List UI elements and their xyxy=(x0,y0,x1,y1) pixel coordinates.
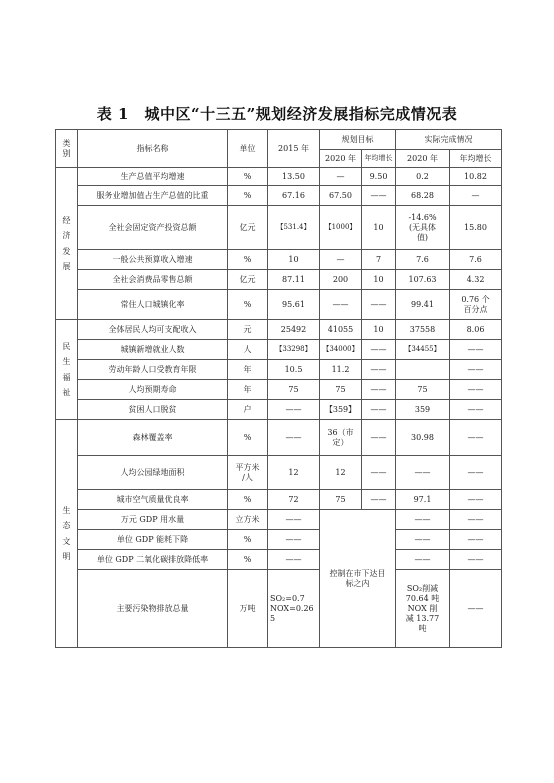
unit-cell: 年 xyxy=(228,360,268,380)
header-2015: 2015 年 xyxy=(268,130,320,168)
header-actual-2020: 2020 年 xyxy=(396,150,450,168)
indicator-name: 服务业增加值占生产总值的比重 xyxy=(78,186,228,206)
value-2015: 87.11 xyxy=(268,270,320,290)
target-2020: 【359】 xyxy=(320,400,362,420)
unit-cell: 万吨 xyxy=(228,570,268,648)
actual-growth: —— xyxy=(450,510,502,530)
table-row xyxy=(56,490,502,510)
indicator-name: 全社会消费品零售总额 xyxy=(78,270,228,290)
actual-2020: 37558 xyxy=(396,320,450,340)
unit-cell: 亿元 xyxy=(228,206,268,250)
actual-2020: —— xyxy=(396,530,450,550)
target-growth: —— xyxy=(362,340,396,360)
actual-growth: 10.82 xyxy=(450,168,502,186)
target-growth: —— xyxy=(362,290,396,320)
table-row xyxy=(56,290,502,320)
indicator-name: 万元 GDP 用水量 xyxy=(78,510,228,530)
table-row xyxy=(56,340,502,360)
actual-growth: 15.80 xyxy=(450,206,502,250)
target-growth: —— xyxy=(362,400,396,420)
unit-cell: 立方米 xyxy=(228,510,268,530)
actual-2020: 30.98 xyxy=(396,420,450,456)
actual-2020: 7.6 xyxy=(396,250,450,270)
unit-cell: 亿元 xyxy=(228,270,268,290)
category-economy: 经 济 发 展 xyxy=(56,168,78,320)
target-2020: 41055 xyxy=(320,320,362,340)
actual-growth: —— xyxy=(450,380,502,400)
value-2015: 75 xyxy=(268,380,320,400)
header-target-growth: 年均增长 xyxy=(362,150,396,168)
value-2015: 25492 xyxy=(268,320,320,340)
indicator-name: 城镇新增就业人数 xyxy=(78,340,228,360)
target-growth: —— xyxy=(362,490,396,510)
target-growth: 10 xyxy=(362,270,396,290)
unit-cell: % xyxy=(228,420,268,456)
header-indicator: 指标名称 xyxy=(78,130,228,168)
unit-cell: % xyxy=(228,186,268,206)
actual-growth: —— xyxy=(450,570,502,648)
table-row xyxy=(56,320,502,340)
table-row xyxy=(56,186,502,206)
target-growth: 9.50 xyxy=(362,168,396,186)
table-row xyxy=(56,510,502,530)
value-2015: 95.61 xyxy=(268,290,320,320)
table-row xyxy=(56,168,502,186)
value-2015: 72 xyxy=(268,490,320,510)
table-row xyxy=(56,550,502,570)
actual-2020: 99.41 xyxy=(396,290,450,320)
unit-cell: % xyxy=(228,250,268,270)
indicator-name: 全体居民人均可支配收入 xyxy=(78,320,228,340)
table-row xyxy=(56,400,502,420)
table-row xyxy=(56,270,502,290)
indicator-table xyxy=(55,129,502,648)
value-2015: 13.50 xyxy=(268,168,320,186)
target-2020: 11.2 xyxy=(320,360,362,380)
target-growth: —— xyxy=(362,420,396,456)
actual-growth: —— xyxy=(450,360,502,380)
unit-cell: % xyxy=(228,168,268,186)
target-growth: —— xyxy=(362,380,396,400)
target-2020: 75 xyxy=(320,490,362,510)
actual-2020: 75 xyxy=(396,380,450,400)
unit-cell: 元 xyxy=(228,320,268,340)
page-title: 表 1 城中区“十三五”规划经济发展指标完成情况表 xyxy=(96,105,458,123)
value-2015: —— xyxy=(268,510,320,530)
actual-2020: -14.6% (无具体 值) xyxy=(396,206,450,250)
value-2015: 10.5 xyxy=(268,360,320,380)
actual-2020: SO₂削减 70.64 吨 NOX 削 减 13.77 吨 xyxy=(396,570,450,648)
actual-growth: —— xyxy=(450,456,502,490)
value-2015: —— xyxy=(268,400,320,420)
unit-cell: 人 xyxy=(228,340,268,360)
target-growth: —— xyxy=(362,360,396,380)
indicator-name: 人均公园绿地面积 xyxy=(78,456,228,490)
actual-2020: 0.2 xyxy=(396,168,450,186)
target-growth: —— xyxy=(362,456,396,490)
target-2020: 200 xyxy=(320,270,362,290)
table-row xyxy=(56,380,502,400)
unit-cell: % xyxy=(228,290,268,320)
header-unit: 单位 xyxy=(228,130,268,168)
unit-cell: 年 xyxy=(228,380,268,400)
indicator-name: 森林覆盖率 xyxy=(78,420,228,456)
unit-cell: 平方米 /人 xyxy=(228,456,268,490)
merged-target-note: 控制在市下达目 标之内 xyxy=(320,510,396,648)
value-2015: 67.16 xyxy=(268,186,320,206)
value-2015: —— xyxy=(268,420,320,456)
indicator-name: 生产总值平均增速 xyxy=(78,168,228,186)
actual-growth: 0.76 个 百分点 xyxy=(450,290,502,320)
indicator-name: 单位 GDP 二氧化碳排放降低率 xyxy=(78,550,228,570)
category-ecology: 生 态 文 明 xyxy=(56,420,78,648)
unit-cell: 户 xyxy=(228,400,268,420)
table-row xyxy=(56,530,502,550)
header-target-2020: 2020 年 xyxy=(320,150,362,168)
value-2015: SO₂=0.7 NOX=0.26 5 xyxy=(268,570,320,648)
table-row xyxy=(56,250,502,270)
actual-growth: —— xyxy=(450,340,502,360)
target-growth: —— xyxy=(362,186,396,206)
value-2015: 【33298】 xyxy=(268,340,320,360)
target-2020: 【1000】 xyxy=(320,206,362,250)
table-row xyxy=(56,206,502,250)
unit-cell: % xyxy=(228,550,268,570)
category-livelihood: 民 生 福 祉 xyxy=(56,320,78,420)
target-2020: — xyxy=(320,168,362,186)
value-2015: —— xyxy=(268,530,320,550)
actual-growth: — xyxy=(450,186,502,206)
actual-2020: 97.1 xyxy=(396,490,450,510)
value-2015: 10 xyxy=(268,250,320,270)
actual-growth: —— xyxy=(450,490,502,510)
value-2015: —— xyxy=(268,550,320,570)
actual-growth: —— xyxy=(450,400,502,420)
target-2020: 67.50 xyxy=(320,186,362,206)
actual-2020: —— xyxy=(396,456,450,490)
target-2020: 【34000】 xyxy=(320,340,362,360)
table-row xyxy=(56,456,502,490)
indicator-name: 主要污染物排放总量 xyxy=(78,570,228,648)
value-2015: 12 xyxy=(268,456,320,490)
actual-2020: —— xyxy=(396,550,450,570)
unit-cell: % xyxy=(228,530,268,550)
actual-2020: 107.63 xyxy=(396,270,450,290)
indicator-name: 城市空气质量优良率 xyxy=(78,490,228,510)
header-actual-group: 实际完成情况 xyxy=(396,130,502,150)
actual-2020: 359 xyxy=(396,400,450,420)
indicator-name: 常住人口城镇化率 xyxy=(78,290,228,320)
unit-cell: % xyxy=(228,490,268,510)
indicator-name: 单位 GDP 能耗下降 xyxy=(78,530,228,550)
actual-2020: —— xyxy=(396,510,450,530)
actual-2020: 【34455】 xyxy=(396,340,450,360)
table-row xyxy=(56,360,502,380)
header-actual-growth: 年均增长 xyxy=(450,150,502,168)
actual-growth: —— xyxy=(450,420,502,456)
target-growth: 7 xyxy=(362,250,396,270)
target-2020: — xyxy=(320,250,362,270)
actual-growth: —— xyxy=(450,550,502,570)
table-row xyxy=(56,420,502,456)
target-2020: 12 xyxy=(320,456,362,490)
actual-growth: 7.6 xyxy=(450,250,502,270)
target-growth: 10 xyxy=(362,206,396,250)
indicator-name: 人均预期寿命 xyxy=(78,380,228,400)
target-2020: —— xyxy=(320,290,362,320)
indicator-name: 一般公共预算收入增速 xyxy=(78,250,228,270)
actual-2020: 68.28 xyxy=(396,186,450,206)
indicator-name: 全社会固定资产投资总额 xyxy=(78,206,228,250)
indicator-name: 贫困人口脱贫 xyxy=(78,400,228,420)
header-category: 类 别 xyxy=(56,130,78,168)
actual-growth: 8.06 xyxy=(450,320,502,340)
value-2015: 【531.4】 xyxy=(268,206,320,250)
target-2020: 75 xyxy=(320,380,362,400)
table-row xyxy=(56,570,502,648)
actual-2020 xyxy=(396,360,450,380)
target-growth: 10 xyxy=(362,320,396,340)
header-row-1 xyxy=(56,130,502,150)
actual-growth: 4.32 xyxy=(450,270,502,290)
actual-growth: —— xyxy=(450,530,502,550)
header-target-group: 规划目标 xyxy=(320,130,396,150)
target-2020: 36（市 定） xyxy=(320,420,362,456)
indicator-name: 劳动年龄人口受教育年限 xyxy=(78,360,228,380)
